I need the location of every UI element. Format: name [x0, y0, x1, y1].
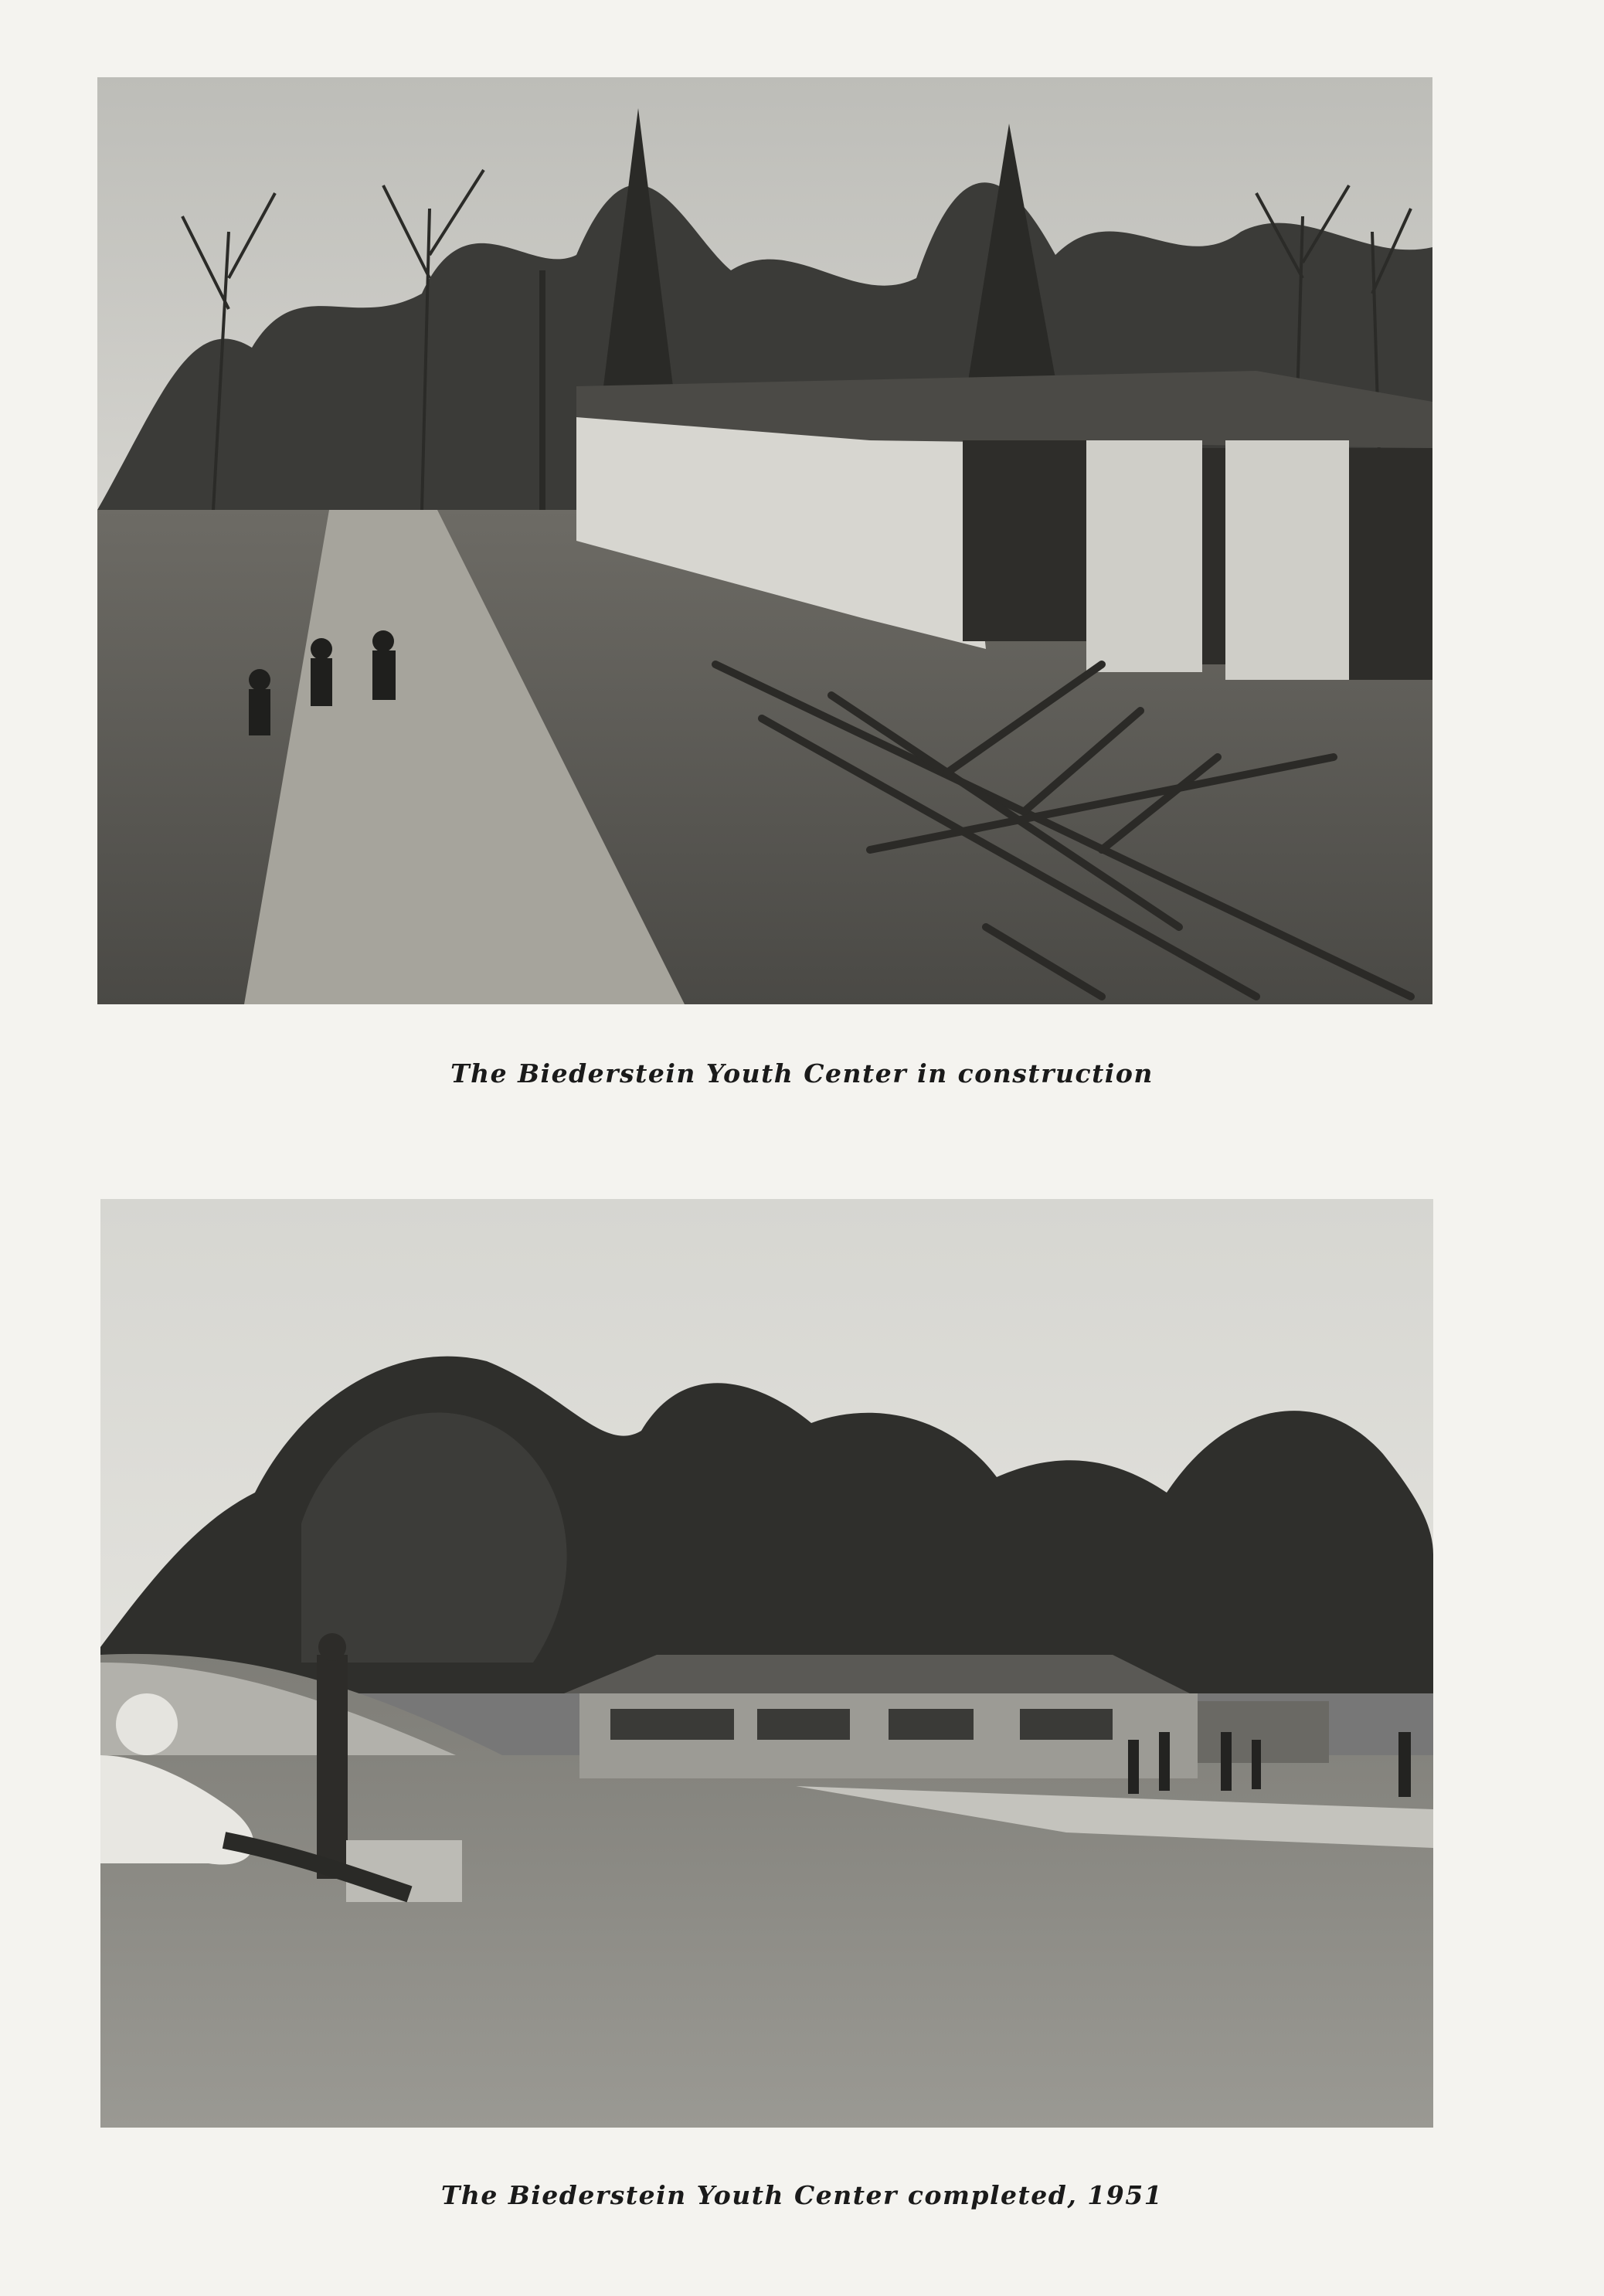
photo-caption-bottom: The Biederstein Youth Center completed, 1951	[440, 2180, 1164, 2210]
photo-caption-top: The Biederstein Youth Center in construction	[450, 1058, 1154, 1089]
photo-completed	[100, 1199, 1433, 2128]
photo-construction	[97, 77, 1432, 1004]
construction-scene-image	[97, 77, 1432, 1004]
completed-scene-image	[100, 1199, 1433, 2128]
